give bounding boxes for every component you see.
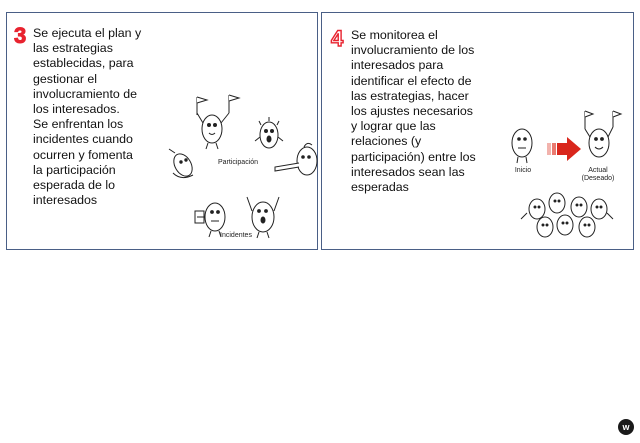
character-figure bbox=[275, 143, 317, 175]
incidents-caption: Incidentes bbox=[220, 232, 252, 239]
character-figure bbox=[169, 149, 196, 179]
step-3-description: Se ejecuta el plan y las estrategias establecidas, para gestionar el involucramiento de los interesados. Se enfrentan los incidentes cuando ocurren y fomenta la participación esperada de lo interesados bbox=[33, 26, 142, 208]
character-figure bbox=[255, 117, 283, 148]
current-caption: Actual (Deseado) bbox=[581, 167, 615, 182]
character-figure bbox=[197, 95, 239, 149]
slide-panel-4 bbox=[321, 12, 634, 250]
participation-illustration bbox=[167, 93, 317, 253]
step-4-description: Se monitorea el involucramiento de los interesados para identificar el efecto de las estrategias, hacer los ajustes necesarios y lograr que las relaciones (y participación) entre los interesados sean las esperadas bbox=[351, 28, 476, 195]
character-group bbox=[521, 193, 613, 237]
progress-arrow bbox=[547, 137, 581, 161]
step-number-4: 4 bbox=[331, 26, 344, 51]
character-figure bbox=[585, 111, 621, 157]
slide-panel-3 bbox=[6, 12, 318, 250]
brand-logo: w bbox=[618, 419, 634, 435]
start-caption: Inicio bbox=[514, 167, 532, 174]
character-figure bbox=[512, 129, 532, 163]
participation-caption: Participación bbox=[217, 159, 259, 166]
step-number-3: 3 bbox=[14, 23, 27, 48]
